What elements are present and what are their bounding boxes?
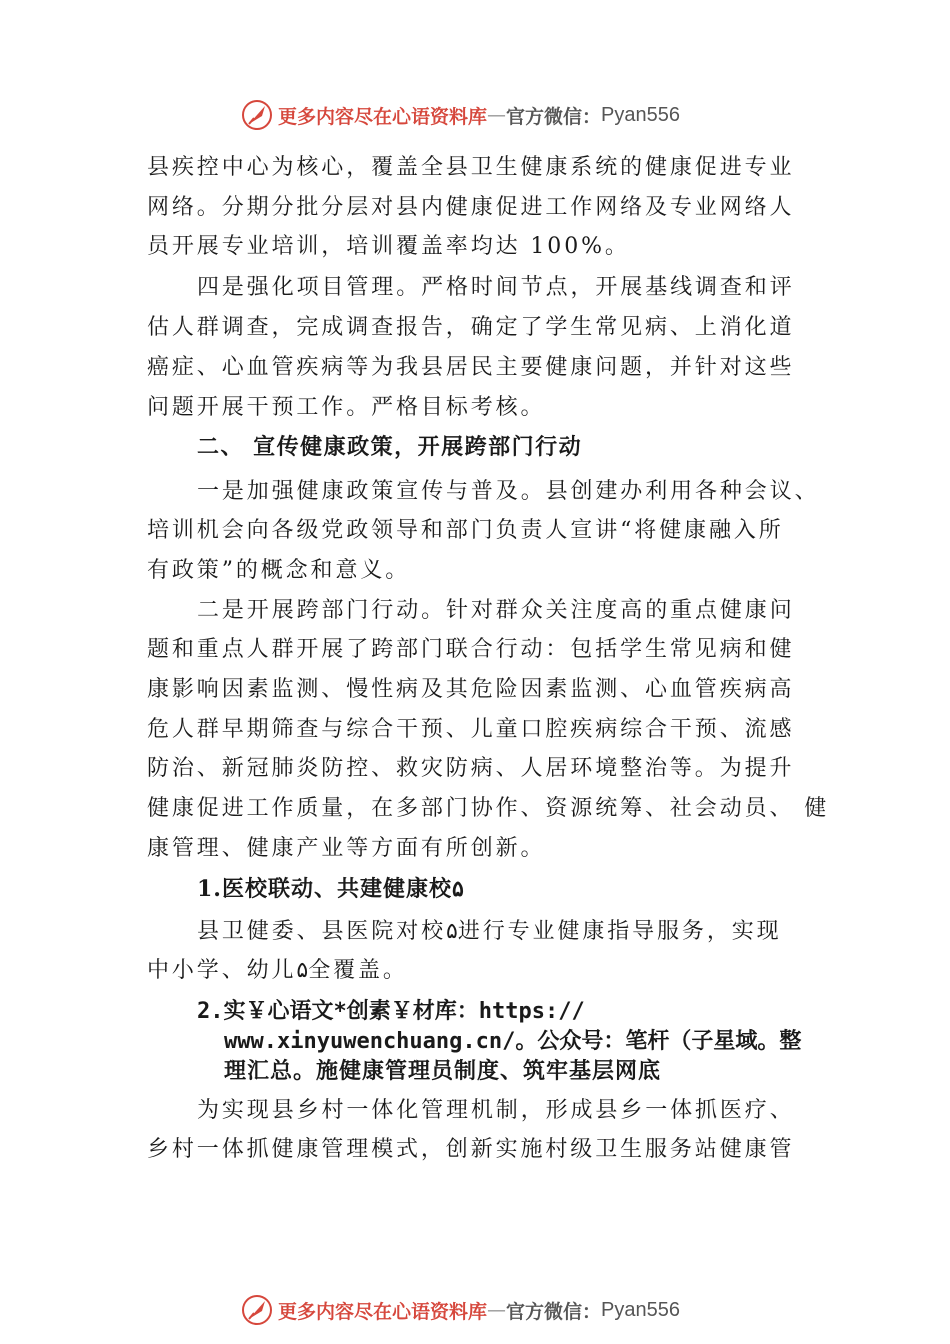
subsection-heading-continued: www.xinyuwenchuang.cn/。公众号：笔杆（子星域。整: [224, 1029, 802, 1054]
text-line: 有政策”的概念和意义。: [147, 558, 411, 583]
text-line: 县疾控中心为核心，覆盖全县卫生健康系统的健康促进专业: [147, 155, 795, 180]
watermark-account: Pyan556: [601, 103, 680, 126]
watermark-dash: —: [487, 104, 507, 126]
paragraph-start: 一是加强健康政策宣传与普及。县创建办利用各种会议、: [197, 479, 820, 504]
subsection-heading-continued: 理汇总。施健康管理员制度、筑牢基层网底: [224, 1058, 662, 1084]
watermark-account: Pyan556: [601, 1298, 680, 1321]
subsection-heading: 2.实￥心语文*创素￥材库：https://: [197, 999, 585, 1024]
watermark-dash: —: [487, 1299, 507, 1321]
text-line: 健康促进工作质量，在多部门协作、资源统筹、社会动员、 健: [147, 796, 830, 821]
paragraph-start: 二是开展跨部门行动。针对群众关注度高的重点健康问: [197, 598, 795, 623]
text-line: 癌症、心血管疾病等为我县居民主要健康问题，并针对这些: [147, 355, 795, 380]
watermark-footer: [240, 1292, 680, 1328]
paragraph-start: 县卫健委、县医院对校۵进行专业健康指导服务，实现: [197, 919, 782, 944]
text-line: 康影响因素监测、慢性病及其危险因素监测、心血管疾病高: [147, 677, 795, 702]
text-line: 中小学、幼儿۵全覆盖。: [147, 958, 408, 983]
paragraph-start: 四是强化项目管理。严格时间节点，开展基线调查和评: [197, 275, 795, 300]
section-heading: 二、 宣传健康政策，开展跨部门行动: [197, 435, 583, 460]
watermark-header: [240, 97, 680, 133]
text-line: 培训机会向各级党政领导和部门负责人宣讲“将健康融入所: [147, 518, 784, 543]
watermark-middle: 官方微信：: [506, 105, 602, 128]
watermark-prefix: 更多内容尽在心语资料库: [278, 105, 488, 128]
text-line: 网络。分期分批分层对县内健康促进工作网络及专业网络人: [147, 195, 795, 220]
text-line: 员开展专业培训，培训覆盖率均达 100%。: [147, 234, 630, 259]
subsection-heading: 1.医校联动、共建健康校۵: [197, 876, 464, 902]
watermark-middle: 官方微信：: [506, 1300, 602, 1323]
watermark-prefix: 更多内容尽在心语资料库: [278, 1300, 488, 1323]
quill-logo-icon: [240, 1293, 274, 1327]
quill-logo-icon: [240, 98, 274, 132]
text-line: 题和重点人群开展了跨部门联合行动：包括学生常见病和健: [147, 637, 795, 662]
text-line: 危人群早期筛查与综合干预、儿童口腔疾病综合干预、流感: [147, 717, 795, 742]
text-line: 估人群调查，完成调查报告，确定了学生常见病、上消化道: [147, 315, 795, 340]
text-line: 康管理、健康产业等方面有所创新。: [147, 836, 546, 861]
paragraph-start: 为实现县乡村一体化管理机制，形成县乡一体抓医疗、: [197, 1098, 795, 1123]
text-line: 防治、新冠肺炎防控、救灾防病、人居环境整治等。为提升: [147, 756, 795, 781]
text-line: 乡村一体抓健康管理模式，创新实施村级卫生服务站健康管: [147, 1137, 795, 1162]
text-line: 问题开展干预工作。严格目标考核。: [147, 395, 546, 420]
